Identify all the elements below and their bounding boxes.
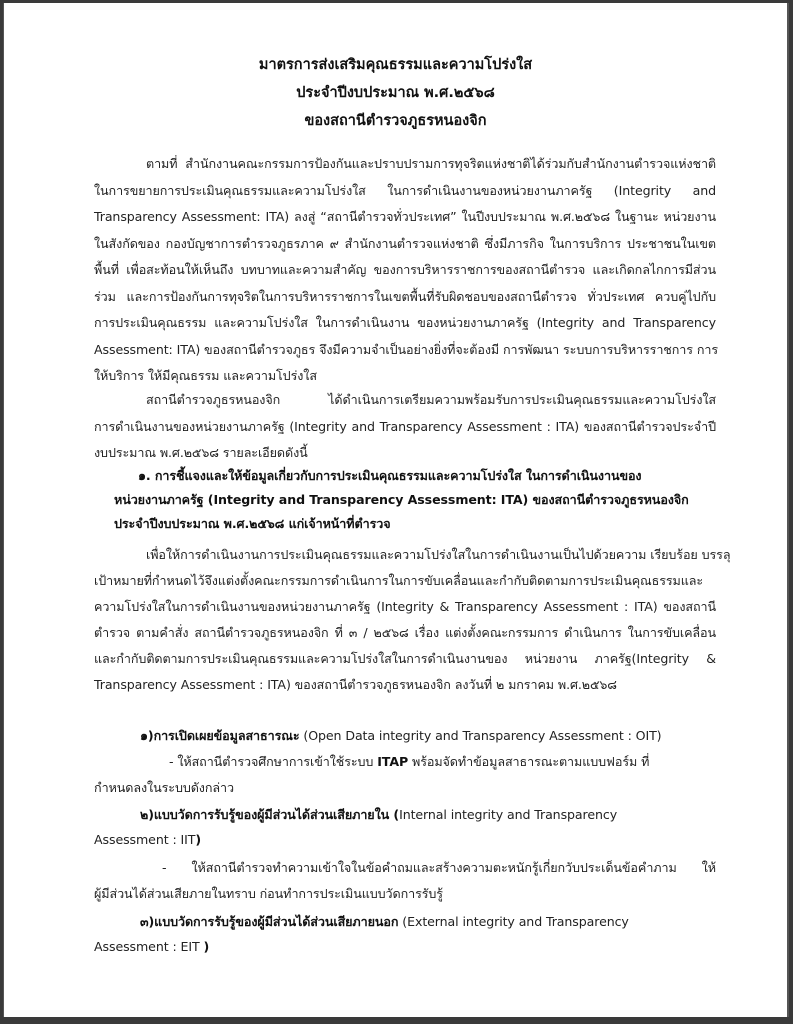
item-detail-text: พร้อมจัดทำข้อมูลสาธารณะตามแบบฟอร์ม ที่: [408, 754, 650, 769]
intro-line: Assessment: ITA) ของสถานีตำรวจภูธร จึงมีความจำเป็นอย่างยิ่งที่จะต้องมี การพัฒนา ระบบการบริหารราชการ การ: [94, 342, 718, 357]
item-title: แบบวัดการรับรู้ของผู้มีส่วนได้ส่วนเสียภายนอก: [154, 914, 399, 929]
item-number: ๓): [140, 914, 155, 929]
item-detail-line-2: กำหนดลงในระบบดังกล่าว: [94, 780, 234, 795]
intro-line: ตามที่ สำนักงานคณะกรรมการป้องกันและปราบปรามการทุจริตแห่งชาติได้ร่วมกับสำนักงานตำรวจแห่งชาติ: [146, 156, 716, 171]
intro-line: ในสังกัดของ กองบัญชาการตำรวจภูธรภาค ๙ สำนักงานตำรวจแห่งชาติ ซึ่งมีภารกิจ ในการบริการ ประชาชนในเขต: [94, 236, 716, 251]
section-body-line: ตำรวจ ตามคำสั่ง สถานีตำรวจภูธรหนองจิก ที่ ๓ / ๒๕๖๘ เรื่อง แต่งตั้งคณะกรรมการ ดำเนินการ ในการขับเคลื่อน: [94, 625, 716, 640]
item-title: แบบวัดการรับรู้ของผู้มีส่วนได้ส่วนเสียภายใน (: [153, 807, 400, 822]
item-detail: - ให้สถานีตำรวจทำความเข้าใจในข้อคำถมและสร้างความตะหนักรู้เกี่ยกวับประเด็นข้อคำภาม ให้: [162, 860, 716, 875]
item-english: (External integrity and Transparency: [398, 914, 629, 929]
item-english-line-2: [94, 831, 201, 849]
item-heading: [140, 913, 629, 931]
item-title: การเปิดเผยข้อมูลสาธารณะ: [153, 728, 300, 743]
item-paren: ): [203, 939, 210, 954]
item-english: Assessment : IIT: [94, 832, 196, 847]
item-heading: [140, 727, 661, 745]
intro-line: พื้นที่ เพื่อสะท้อนให้เห็นถึง บทบาทและความสำคัญ ของการบริหารราชการของสถานีตำรวจ และเกิดกลไกการมีส่วน: [94, 262, 716, 277]
intro-line: ในการขยายการประเมินคุณธรรมและความโปร่งใส ในการดำเนินงานของหน่วยงานภาครัฐ (Integrity and: [94, 183, 716, 198]
item-detail: [169, 753, 649, 771]
item-heading: [140, 806, 617, 824]
item-paren: ): [195, 832, 201, 847]
prep-line: สถานีตำรวจภูธรหนองจิก ได้ดำเนินการเตรียมความพร้อมรับการประเมินคุณธรรมและความโปร่งใส: [146, 392, 716, 407]
section-body-line: ความโปร่งใสในการดำเนินงานของหน่วยงานภาครัฐ (Integrity & Transparency Assessment : ITA) ของสถานี: [94, 599, 716, 614]
item-number: ๑): [140, 728, 154, 743]
section-body-line: และกำกับติดตามการประเมินคุณธรรมและความโปร่งใสในการดำเนินงานของ หน่วยงาน ภาครัฐ(Integrity &: [94, 651, 716, 666]
item-detail-line-2: ผู้มีส่วนได้ส่วนเสียภายในทราบ ก่อนทำการประเมินแบบวัดการรับรู้: [94, 886, 443, 901]
prep-line: งบประมาณ พ.ศ.๒๕๖๘ รายละเอียดดังนี้: [94, 445, 308, 460]
intro-line: Transparency Assessment: ITA) ลงสู่ “สถานีตำรวจทั่วประเทศ” ในปีงบประมาณ พ.ศ.๒๕๖๘ ในฐานะ หน่วยงาน: [94, 209, 716, 224]
document-page: [3, 3, 789, 1017]
document-title-line-1: มาตรการส่งเสริมคุณธรรมและความโปร่งใส: [258, 57, 533, 73]
intro-line: ให้บริการ ให้มีคุณธรรม และความโปร่งใส: [94, 368, 317, 383]
item-english: Assessment : EIT: [94, 939, 204, 954]
intro-line: ร่วม และการป้องกันการทุจริตในการบริหารราชการในเขตพื้นที่รับผิดชอบของสถานีตำรวจ ทั่วประเทศ ควบคู่ไปกับ: [94, 289, 716, 304]
item-detail-text: - ให้สถานีตำรวจศึกษาการเข้าใช้ระบบ: [169, 754, 378, 769]
itap-label: ITAP: [377, 754, 409, 769]
item-number: ๒): [140, 807, 154, 822]
prep-line: การดำเนินงานของหน่วยงานภาครัฐ (Integrity and Transparency Assessment : ITA) ของสถานีตำรวจประจำปี: [94, 419, 716, 434]
document-title-line-2: ประจำปีงบประมาณ พ.ศ.๒๕๖๘: [296, 85, 495, 101]
section-heading-line: ประจำปีงบประมาณ พ.ศ.๒๕๖๘ แก่เจ้าหน้าที่ตำรวจ: [114, 516, 391, 531]
document-title-line-3: ของสถานีตำรวจภูธรหนองจิก: [304, 113, 487, 129]
section-body-line: เป้าหมายที่กำหนดไว้จึงแต่งตั้งคณะกรรมการดำเนินการในการขับเคลื่อนและกำกับติดตามการประเมินคุณธรรมและ: [94, 573, 704, 588]
item-english: Internal integrity and Transparency: [399, 807, 618, 822]
item-english-line-2: [94, 938, 209, 956]
intro-line: การประเมินคุณธรรม และความโปร่งใส ในการดำเนินงาน ของหน่วยงานภาครัฐ (Integrity and Transparency: [94, 315, 716, 330]
section-body-line: Transparency Assessment : ITA) ของสถานีตำรวจภูธรหนองจิก ลงวันที่ ๒ มกราคม พ.ศ.๒๕๖๘: [94, 677, 617, 692]
item-english: (Open Data integrity and Transparency Assessment : OIT): [299, 728, 662, 743]
section-heading-line: ๑. การชี้แจงและให้ข้อมูลเกี่ยวกับการประเมินคุณธรรมและความโปร่งใส ในการดำเนินงานของ: [138, 468, 642, 483]
section-heading-line: หน่วยงานภาครัฐ (Integrity and Transparency Assessment: ITA) ของสถานีตำรวจภูธรหนองจิก: [114, 492, 689, 507]
section-body-line: เพื่อให้การดำเนินงานการประเมินคุณธรรมและความโปร่งใสในการดำเนินงานเป็นไปด้วยความ เรียบร้อย บรรลุ: [146, 547, 731, 562]
